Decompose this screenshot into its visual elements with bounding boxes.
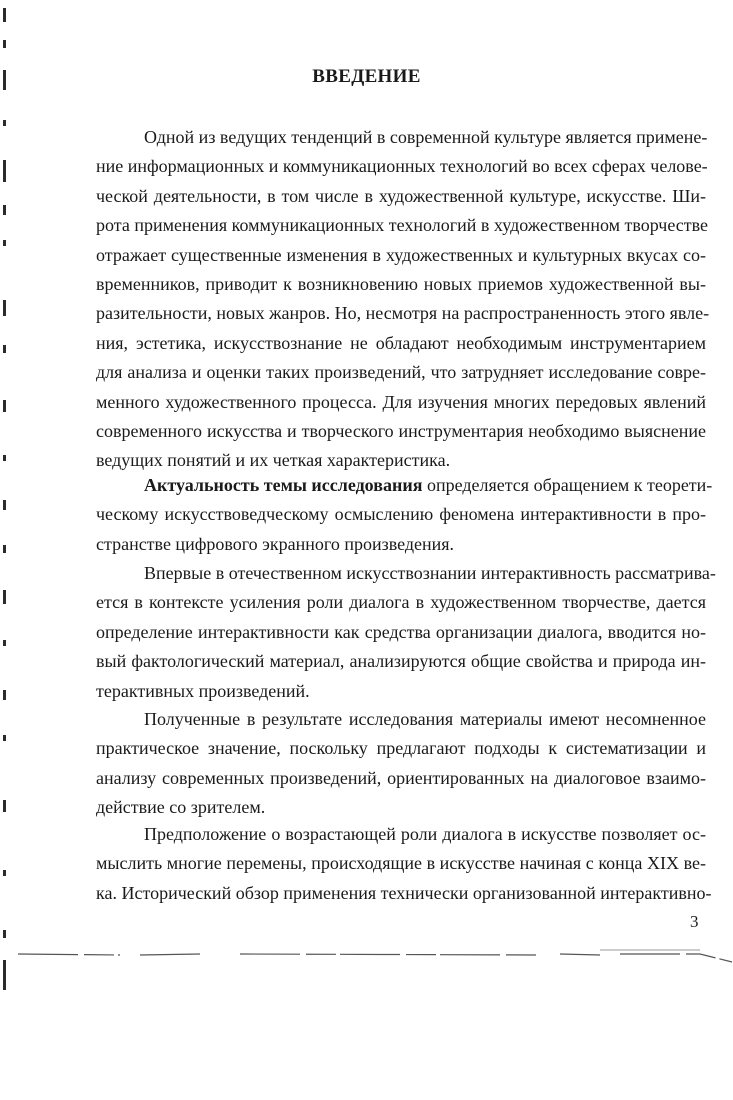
text-line: определение интерактивности как средства организации диалога, вводится но- (96, 621, 706, 642)
relevance-lead: Актуальность темы исследования (144, 475, 423, 495)
paragraph-intro (96, 123, 710, 476)
text-line: терактивных произведений. (96, 680, 310, 701)
page-title: ВВЕДЕНИЕ (312, 66, 421, 87)
text-line: анализу современных произведений, ориентированных на диалоговое взаимо- (96, 767, 706, 788)
text-line: ется в контексте усиления роли диалога в художественном творчестве, дается (96, 592, 706, 613)
text-line: рота применения коммуникационных технологий в художественном творчестве (96, 215, 709, 236)
page-number: 3 (690, 912, 699, 931)
text-line: мыслить многие перемены, происходящие в искусстве начиная с конца XIX ве- (96, 853, 706, 874)
text-line: вый фактологический материал, анализируются общие свойства и природа ин- (96, 651, 706, 672)
scan-footer-line (0, 944, 733, 966)
text-line: Впервые в отечественном искусствознании интерактивность рассматрива- (144, 563, 716, 583)
text-line (96, 471, 713, 500)
text-line: разительности, новых жанров. Но, несмотря на распространенность этого явле- (96, 303, 710, 324)
text-line: действие со зрителем. (96, 797, 266, 818)
paragraph-novelty (96, 559, 716, 706)
text-line: современного искусства и творческого инструментария необходимо выяснение (96, 421, 706, 442)
text-line: ческому искусствоведческому осмыслению феномена интерактивности в про- (96, 504, 706, 525)
relevance-text: определяется обращением к теорети- (422, 475, 713, 495)
text-line: практическое значение, поскольку предлагают подходы к систематизации и (96, 738, 706, 759)
text-line: ческой деятельности, в том числе в художественной культуре, искусстве. Ши- (96, 185, 706, 206)
text-line: Предположение о возрастающей роли диалога в искусстве позволяет ос- (144, 824, 706, 844)
text-line: Одной из ведущих тенденций в современной культуре является примене- (144, 127, 708, 147)
text-line: временников, приводит к возникновению новых приемов художественной вы- (96, 274, 706, 295)
paragraph-relevance (96, 471, 713, 559)
text-line: ния, эстетика, искусствознание не обладают необходимым инструментарием (96, 332, 706, 353)
text-line: отражает существенные изменения в художественных и культурных вкусах со- (96, 244, 706, 265)
text-line: менного художественного процесса. Для изучения многих передовых явлений (96, 391, 706, 412)
text-line: ка. Исторический обзор применения технически организованной интерактивно- (96, 882, 712, 903)
text-line: ние информационных и коммуникационных технологий во всех сферах челове- (96, 156, 708, 177)
paragraph-hypothesis (96, 820, 712, 908)
text-line: Полученные в результате исследования материалы имеют несомненное (144, 709, 706, 729)
paragraph-practical (96, 705, 706, 823)
scan-margin-artifacts (0, 0, 14, 1010)
text-line: для анализа и оценки таких произведений, что затрудняет исследование совре- (96, 362, 706, 383)
text-line: ведущих понятий и их четкая характеристика. (96, 450, 451, 471)
text-line: странстве цифрового экранного произведения. (96, 533, 455, 554)
